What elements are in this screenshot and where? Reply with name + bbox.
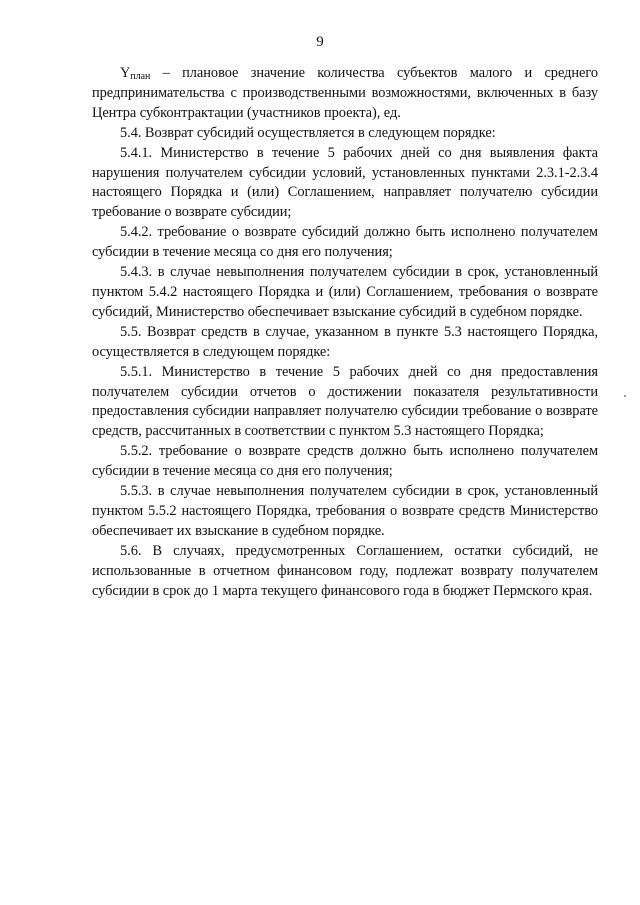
intro-paragraph: [92, 64, 598, 124]
paragraph-5-5-1: 5.5.1. Министерство в течение 5 рабочих дней со дня предоставления получателем субсидии отчетов о достижении показателя результативности предоставления субсидии направляет получателю субсидии требование о возврате средств, рассчитанных в соответствии с пунктом 5.3 настоящего Порядка;: [92, 363, 598, 440]
paragraph-5-6: 5.6. В случаях, предусмотренных Соглашением, остатки субсидий, не использованные в отчетном финансовом году, подлежат возврату получателем субсидии в срок до 1 марта текущего финансового года в бюджет Пермского края.: [92, 542, 598, 599]
intro-text: – плановое значение количества субъектов малого и среднего предпринимательства с производственными возможностями, включенных в базу Центра субконтрактации (участников проекта), ед.: [92, 65, 598, 121]
paragraph-5-5-2: 5.5.2. требование о возврате средств должно быть исполнено получателем субсидии в течение месяца со дня его получения;: [92, 443, 598, 480]
symbol-letter: Y: [120, 65, 131, 81]
symbol-subscript: план: [130, 71, 151, 82]
paragraph-5-4-3: 5.4.3. в случае невыполнения получателем субсидии в срок, установленный пунктом 5.4.2 настоящего Порядка и (или) Соглашением, требования о возврате субсидий, Министерство обеспечивает взыскание субсидий в судебном порядке.: [92, 264, 598, 320]
symbol-y-plan: [120, 65, 150, 81]
paragraph-5-4-2: 5.4.2. требование о возврате субсидий должно быть исполнено получателем субсидии в течение месяца со дня его получения;: [92, 224, 598, 261]
document-body: [92, 64, 598, 601]
paragraph-5-5-3: 5.5.3. в случае невыполнения получателем субсидии в срок, установленный пунктом 5.5.2 настоящего Порядка, требования о возврате средств Министерство обеспечивает их взыскание в судебном порядке.: [92, 483, 598, 539]
paragraph-5-4: 5.4. Возврат субсидий осуществляется в следующем порядке:: [120, 124, 496, 141]
paragraph-5-5: 5.5. Возврат средств в случае, указанном в пункте 5.3 настоящего Порядка, осуществляется в следующем порядке:: [92, 323, 598, 360]
page-number: 9: [316, 34, 324, 50]
scan-speck: [624, 395, 626, 397]
paragraph-5-4-1: 5.4.1. Министерство в течение 5 рабочих дней со дня выявления факта нарушения получателем субсидии условий, установленных пунктами 2.3.1-2.3.4 настоящего Порядка и (или) Соглашением, направляет получателю субсидии требование о возврате субсидии;: [92, 144, 598, 221]
